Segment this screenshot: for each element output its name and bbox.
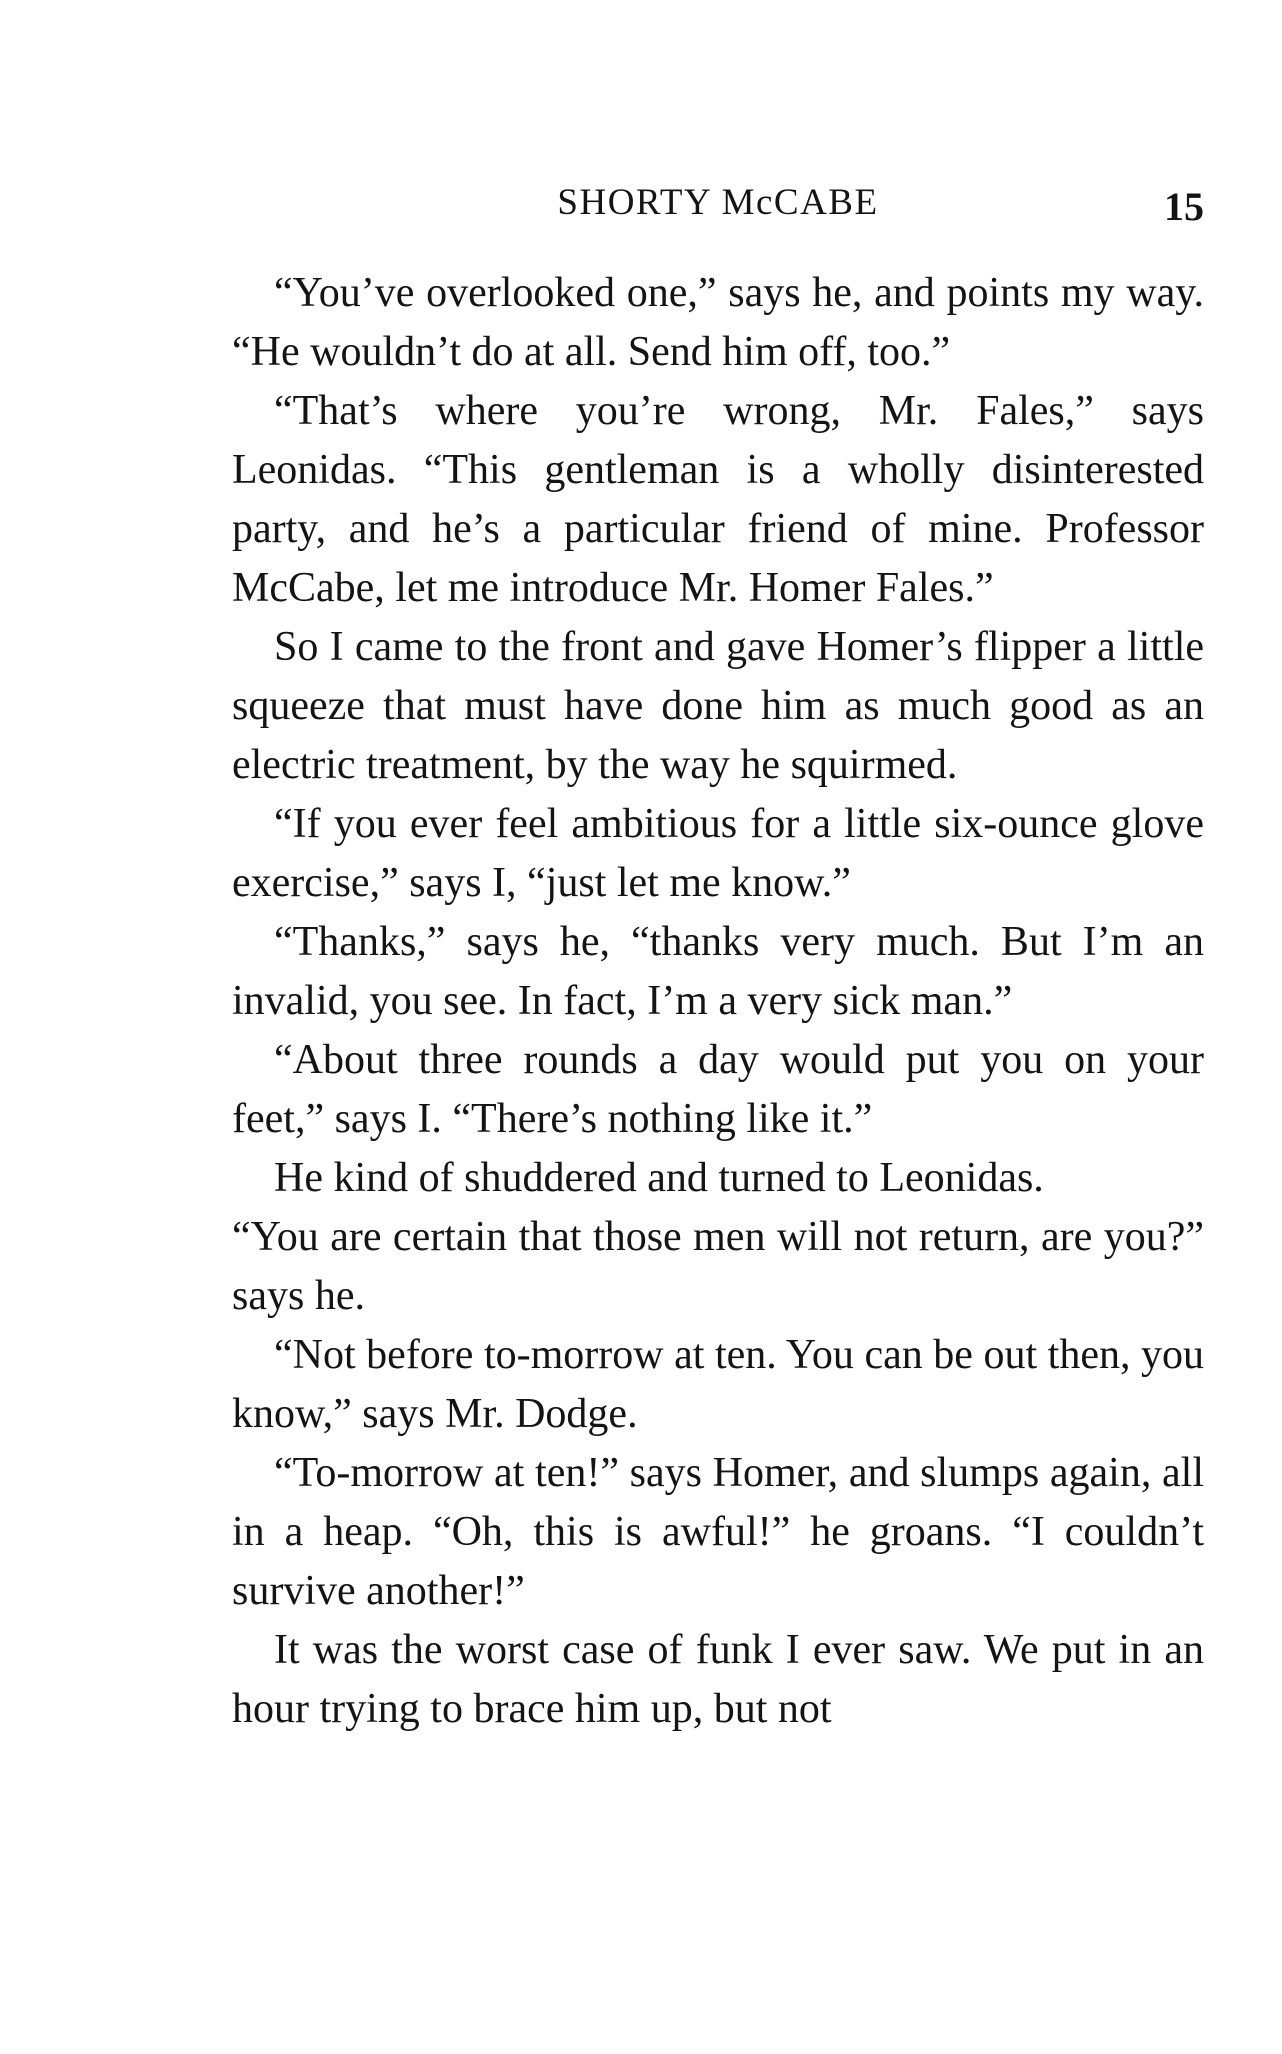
paragraph: “Not before to-morrow at ten. You can be out then, you know,” says Mr. Dodge.	[232, 1332, 1204, 1437]
paragraph: “Thanks,” says he, “thanks very much. But I’m an invalid, you see. In fact, I’m a very sick man.”	[232, 919, 1204, 1024]
paragraph: So I came to the front and gave Homer’s flipper a little squeeze that must have done him as much good as an electric treatment, by the way he squirmed.	[232, 624, 1204, 788]
running-title: SHORTY McCABE	[557, 182, 879, 223]
page-number: 15	[1164, 184, 1204, 229]
paragraph: He kind of shuddered and turned to Leonidas.	[274, 1155, 1044, 1201]
paragraph: “That’s where you’re wrong, Mr. Fales,” says Leonidas. “This gentleman is a wholly disinterested party, and he’s a particular friend of mine. Professor McCabe, let me introduce Mr. Homer Fales.”	[232, 388, 1204, 611]
paragraph: “If you ever feel ambitious for a little six-ounce glove exercise,” says I, “just let me know.”	[232, 801, 1204, 906]
paragraph: “To-morrow at ten!” says Homer, and slumps again, all in a heap. “Oh, this is awful!” he groans. “I couldn’t survive another!”	[232, 1450, 1204, 1614]
paragraph: It was the worst case of funk I ever saw. We put in an hour trying to brace him up, but not	[232, 1627, 1204, 1732]
paragraph: “You are certain that those men will not return, are you?” says he.	[232, 1214, 1204, 1319]
paragraph: “About three rounds a day would put you on your feet,” says I. “There’s nothing like it.”	[232, 1037, 1204, 1142]
body-text	[232, 264, 1204, 1739]
paragraph: “You’ve overlooked one,” says he, and points my way. “He wouldn’t do at all. Send him off, too.”	[232, 270, 1204, 375]
running-head	[232, 178, 1204, 228]
